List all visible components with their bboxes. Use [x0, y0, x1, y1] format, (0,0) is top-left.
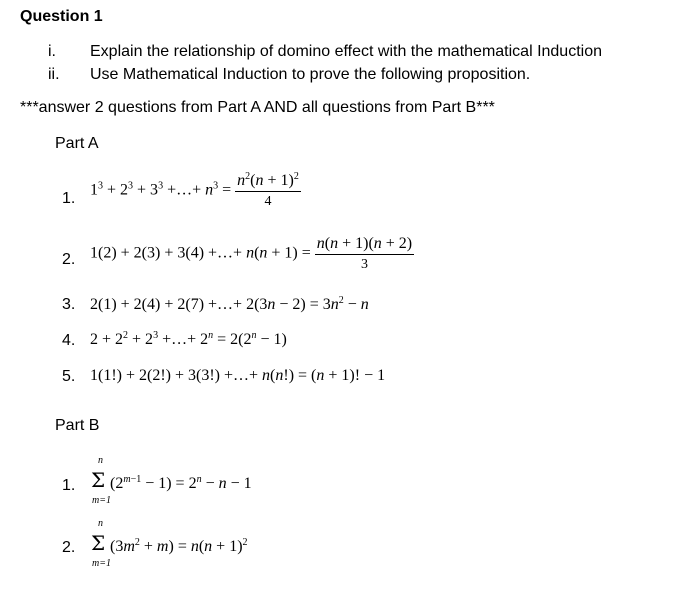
summation-symbol: Σ [91, 468, 106, 492]
part-a-item-3-number: 3. [62, 296, 76, 313]
sum-upper-limit: n [98, 455, 103, 466]
part-b-item-1-formula: $(2^{m-1} - 1) = 2^n - n - 1$ [110, 474, 252, 492]
question-title: Question 1 [20, 8, 103, 25]
part-a-item-4-formula: $2 + 2^2 + 2^3$ +…+ $2^n = 2(2^n - 1)$ [90, 330, 287, 348]
fraction: $\frac{n^2(n + 1)^2}{4}$ [237, 171, 299, 209]
sub-question-text: Explain the relationship of domino effect with the mathematical Induction [90, 43, 602, 60]
part-a-item-2-formula: 1(2) + 2(3) + 3(4) +…+ n(n + 1) = $\frac{n(n + 1)(n + 2)}{3}$ [90, 235, 413, 272]
part-a-item-3-formula: 2(1) + 2(4) + 2(7) +…+ $2(3n - 2) = 3n^2 - n$ [90, 295, 369, 313]
sub-question-text: Use Mathematical Induction to prove the following proposition. [90, 66, 531, 83]
part-b-item-2-number: 2. [62, 539, 76, 556]
sub-question-number: ii. [48, 66, 60, 83]
part-b-item-1-number: 1. [62, 477, 76, 494]
part-a-heading: Part A [55, 135, 99, 152]
summation-symbol: Σ [91, 531, 106, 555]
instruction-text: ***answer 2 questions from Part A AND all questions from Part B*** [20, 99, 495, 116]
part-a-item-5-formula: 1(1!) + 2(2!) + 3(3!) +…+ n(n!) = (n + 1)! − 1 [90, 367, 386, 384]
sub-question-number: i. [48, 43, 56, 60]
part-a-item-1-formula: $1^3 + 2^3 + 3^3$ +…+ $n^3$ = $\frac{n^2(n + 1)^2}{4}$ [90, 171, 299, 209]
part-a-item-2-number: 2. [62, 251, 76, 268]
part-a-item-1-number: 1. [62, 190, 76, 207]
part-a-item-5-number: 5. [62, 368, 76, 385]
sum-lower-limit: m=1 [92, 558, 111, 569]
part-a-item-4-number: 4. [62, 332, 76, 349]
part-b-heading: Part B [55, 417, 100, 434]
sum-upper-limit: n [98, 518, 103, 529]
fraction: $\frac{n(n + 1)(n + 2)}{3}$ [316, 235, 413, 272]
sum-lower-limit: m=1 [92, 495, 111, 506]
part-b-item-2-formula: $(3m^2 + m) = n(n + 1)^2$ [110, 537, 248, 555]
